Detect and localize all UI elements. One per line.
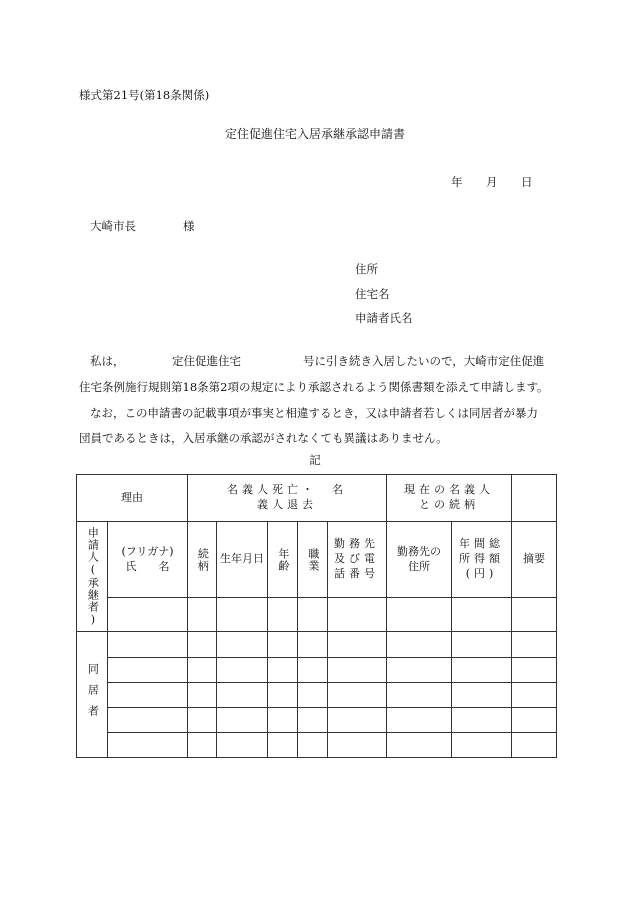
body-line1-c: 号に引き続き入居したいので，大崎市定住促進 [303,354,545,368]
col-age-cell [268,522,298,598]
ki-heading: 記 [309,453,321,467]
household-cell[interactable] [387,708,452,733]
reason-options: 名義人死亡・ 名 義人退去 [188,475,387,522]
household-cell[interactable] [452,708,512,733]
household-cell[interactable] [328,733,387,758]
household-cell[interactable] [452,658,512,683]
household-cell[interactable] [217,683,268,708]
household-row [77,683,557,708]
household-cell[interactable] [298,733,328,758]
household-cell[interactable] [298,632,328,658]
applicant-birthdate-cell[interactable] [217,598,268,632]
applicant-row-label: 申請人(承継者) [86,526,100,627]
household-cell[interactable] [188,708,217,733]
household-cell[interactable] [268,632,298,658]
household-row [77,658,557,683]
applicant-name-cell[interactable] [108,598,188,632]
col-workplace-phone: 勤務先 及び電 話番号 [328,522,387,598]
col-age: 年齢 [276,547,290,572]
household-cell[interactable] [387,658,452,683]
household-cell[interactable] [217,632,268,658]
applicant-relationship-cell[interactable] [188,598,217,632]
body-line2: 住宅条例施行規則第18条第2項の規定により承認されるよう関係書類を添えて申請します。 [79,380,549,394]
household-cell[interactable] [328,658,387,683]
body-line1-b: 定住促進住宅 [172,354,241,368]
date-year-label: 年 [451,175,463,189]
household-cell[interactable] [188,733,217,758]
document-title: 定住促進住宅入居承継承認申請書 [224,127,405,141]
col-birthdate: 生年月日 [217,522,268,598]
applicant-address-label: 住所 [355,262,378,276]
household-cell[interactable] [298,708,328,733]
household-cell[interactable] [298,658,328,683]
applicant-housing-label: 住宅名 [355,287,390,301]
applicant-income-cell[interactable] [452,598,512,632]
household-cell[interactable] [387,683,452,708]
body-line4: 団員であるときは，入居承継の承認がされなくても異議はありません。 [79,431,448,445]
household-label-cell [77,632,108,758]
applicant-age-cell[interactable] [268,598,298,632]
household-cell[interactable] [328,632,387,658]
body-line3: なお，この申請書の記載事項が事実と相違するとき，又は申請者若しくは同居者が暴力 [90,406,539,420]
col-occupation-cell [298,522,328,598]
household-cell[interactable] [188,658,217,683]
household-cell[interactable] [452,683,512,708]
household-row [77,632,557,658]
applicant-workplace-phone-cell[interactable] [328,598,387,632]
household-cell[interactable] [108,733,188,758]
household-cell[interactable] [188,632,217,658]
form-number: 様式第21号(第18条関係) [79,88,210,102]
date-day-label: 日 [521,175,533,189]
col-relationship-cell [188,522,217,598]
col-remarks: 摘要 [512,522,557,598]
household-cell[interactable] [188,683,217,708]
household-cell[interactable] [512,708,557,733]
col-relationship: 続柄 [196,547,210,572]
household-cell[interactable] [328,708,387,733]
household-cell[interactable] [108,658,188,683]
household-cell[interactable] [512,733,557,758]
household-cell[interactable] [387,632,452,658]
application-table [76,474,557,758]
applicant-workplace-address-cell[interactable] [387,598,452,632]
household-cell[interactable] [217,733,268,758]
col-furigana-name: (フリガナ) 氏 名 [108,522,188,598]
applicant-remarks-cell[interactable] [512,598,557,632]
household-cell[interactable] [268,708,298,733]
household-cell[interactable] [328,683,387,708]
col-annual-income: 年間総 所得額 (円) [452,522,512,598]
col-workplace-address: 勤務先の 住所 [387,522,452,598]
household-cell[interactable] [512,658,557,683]
household-row [77,733,557,758]
household-cell[interactable] [108,632,188,658]
header-row-columns [77,522,557,598]
applicant-data-row [77,598,557,632]
household-cell[interactable] [268,683,298,708]
household-cell[interactable] [512,683,557,708]
household-cell[interactable] [387,733,452,758]
reason-label: 理由 [77,475,188,522]
household-cell[interactable] [217,658,268,683]
body-line1-a: 私は， [90,354,125,368]
household-cell[interactable] [452,733,512,758]
relation-label: 現在の名義人 との続柄 [387,475,512,522]
household-cell[interactable] [298,683,328,708]
applicant-occupation-cell[interactable] [298,598,328,632]
household-cell[interactable] [268,733,298,758]
addressee-name: 大崎市長 [90,219,136,233]
household-cell[interactable] [108,708,188,733]
household-cell[interactable] [268,658,298,683]
household-label: 同居者 [86,663,100,726]
household-cell[interactable] [108,683,188,708]
date-month-label: 月 [486,175,498,189]
applicant-name-label: 申請者氏名 [355,311,413,325]
household-row [77,708,557,733]
household-cell[interactable] [452,632,512,658]
col-occupation: 職業 [306,547,320,572]
header-row-reason [77,475,557,522]
relation-value-cell[interactable] [512,475,557,522]
household-cell[interactable] [512,632,557,658]
addressee-suffix: 様 [183,219,195,233]
applicant-row-label-cell [77,522,108,632]
household-cell[interactable] [217,708,268,733]
